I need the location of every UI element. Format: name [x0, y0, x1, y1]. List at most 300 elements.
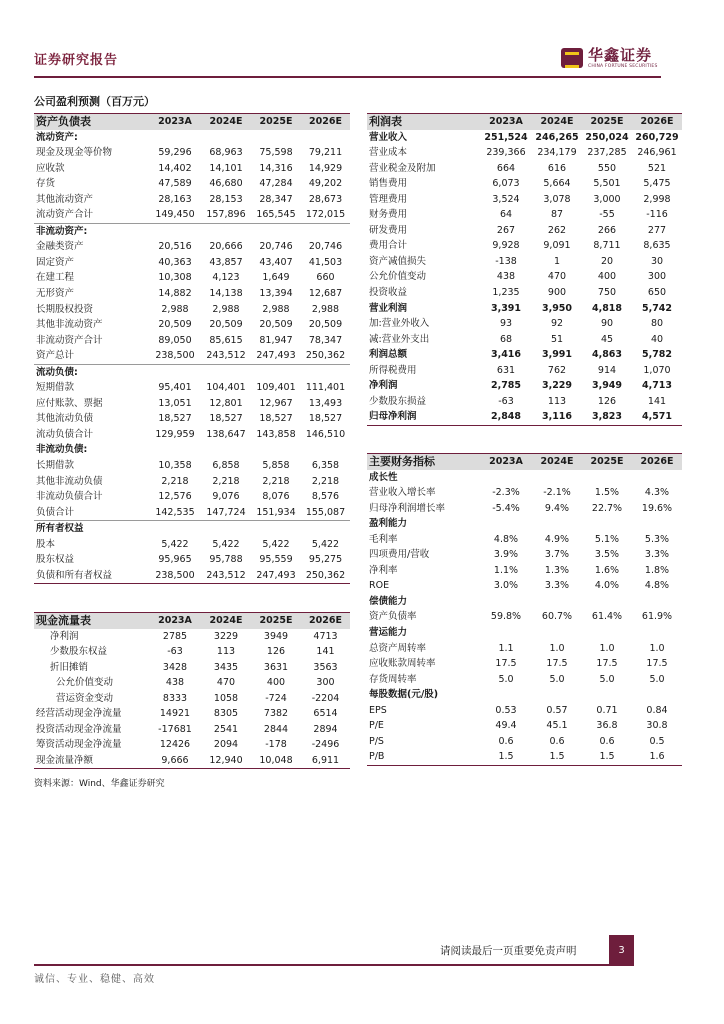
cell-value: 9,666 — [149, 753, 201, 769]
cell-value: 247,493 — [251, 568, 301, 584]
cell-value: 1.1 — [498, 642, 514, 654]
cell-value: 914 — [597, 364, 617, 376]
cell-value: 36.8 — [596, 720, 618, 732]
row-label: 长期借款 — [36, 460, 75, 472]
cell-value: 5.3% — [644, 533, 670, 545]
cell-value: 3949 — [263, 630, 289, 642]
table-row — [34, 130, 350, 146]
cell-value: 3428 — [162, 661, 188, 673]
column-header: 2023A — [149, 114, 201, 130]
row-label: 无形资产 — [36, 288, 75, 300]
cell-value: -63 — [498, 395, 514, 407]
cell-value: 14,402 — [158, 162, 192, 174]
table-row — [367, 176, 682, 192]
cell-value: 5,858 — [262, 460, 290, 472]
row-label: 金融类资产 — [36, 241, 84, 253]
table-row — [34, 521, 350, 537]
cell-value: 660 — [316, 272, 335, 284]
cell-value: 2894 — [313, 723, 338, 735]
cell-value: 900 — [547, 287, 567, 299]
cell-value: 43,857 — [209, 256, 243, 268]
cell-value: 3435 — [213, 661, 239, 673]
cell-value: 3,991 — [541, 349, 573, 361]
company-logo — [561, 44, 681, 72]
cell-value: 650 — [647, 287, 667, 299]
row-label: 其他流动负债 — [36, 413, 94, 425]
cell-value: 238,500 — [149, 568, 201, 584]
row-label: 偿债能力 — [369, 595, 408, 607]
source-note: 资料来源：Wind、华鑫证券研究 — [34, 779, 165, 789]
row-label: 营业收入增长率 — [369, 487, 436, 499]
table-row — [367, 703, 682, 719]
row-label: 负债合计 — [36, 506, 75, 518]
table-row — [367, 238, 682, 254]
cell-value: 3.0% — [493, 580, 519, 592]
table-title: 主要财务指标 — [367, 454, 480, 470]
cell-value: 68,963 — [209, 147, 243, 159]
row-label: P/E — [369, 720, 384, 732]
cell-value: 2,848 — [480, 409, 532, 425]
cell-value: 111,401 — [305, 382, 346, 394]
cell-value: 1.3% — [544, 564, 570, 576]
cell-value: 20,509 — [308, 319, 343, 331]
cell-value: 1.5 — [532, 749, 582, 765]
cell-value: 2,785 — [490, 380, 522, 392]
row-label: 股本 — [36, 538, 56, 550]
cell-value — [532, 687, 582, 703]
cell-value: 400 — [266, 677, 286, 689]
row-label: EPS — [369, 704, 387, 716]
cell-value: 664 — [496, 162, 516, 174]
cell-value: 75,598 — [259, 147, 293, 159]
table-row — [367, 547, 682, 563]
row-label: 所得税费用 — [369, 364, 417, 376]
cell-value — [251, 442, 301, 458]
cell-value: 5.1% — [594, 533, 620, 545]
cell-value: 5,475 — [643, 178, 671, 190]
row-label: 公允价值变动 — [56, 677, 114, 689]
row-label: 折旧摊销 — [50, 661, 89, 673]
row-label: 短期借款 — [36, 382, 75, 394]
cell-value: 6,911 — [301, 753, 350, 769]
cell-value: 2541 — [213, 723, 239, 735]
table-title: 资产负债表 — [34, 114, 149, 130]
cell-value — [582, 625, 632, 641]
cell-value — [480, 516, 532, 532]
cell-value: 5,742 — [641, 302, 673, 314]
cell-value: 20,509 — [259, 319, 293, 331]
row-label: 非流动负债合计 — [36, 491, 103, 503]
cell-value: 4,571 — [632, 409, 682, 425]
table-row — [367, 672, 682, 688]
row-label: 其他非流动负债 — [36, 475, 103, 487]
column-header: 2025E — [251, 613, 301, 629]
cell-value: 2,218 — [311, 475, 340, 487]
cell-value: 6,358 — [311, 460, 340, 472]
cell-value: 59,296 — [158, 147, 192, 159]
cell-value: 14,316 — [259, 162, 293, 174]
cell-value: -5.4% — [492, 502, 520, 514]
row-label: 总资产周转率 — [369, 642, 427, 654]
logo-name-en: CHINA FORTUNE SECURITIES — [588, 64, 658, 69]
cell-value: 12,576 — [158, 491, 192, 503]
cell-value: 95,788 — [209, 554, 243, 566]
cell-value: 3.3% — [544, 580, 570, 592]
page-number: 3 — [609, 935, 634, 966]
cell-value: 243,512 — [206, 350, 246, 362]
cell-value: -138 — [495, 255, 517, 267]
cell-value: 45 — [600, 333, 614, 345]
cell-value: 12,687 — [308, 288, 343, 300]
cell-value: 1.0 — [599, 642, 615, 654]
cell-value: 400 — [597, 271, 617, 283]
cell-value — [301, 223, 350, 239]
column-header: 2026E — [301, 613, 350, 629]
cell-value: 1,649 — [262, 272, 290, 284]
cell-value: 49,202 — [308, 178, 343, 190]
cell-value: 43,407 — [259, 256, 293, 268]
cell-value: 14,101 — [209, 162, 243, 174]
cell-value: 3,950 — [541, 302, 573, 314]
table-row — [34, 458, 350, 474]
row-label: 所有者权益 — [34, 521, 149, 537]
table-row — [367, 594, 682, 610]
report-type-title: 证券研究报告 — [34, 53, 119, 68]
cell-value: 151,934 — [256, 506, 296, 518]
row-label: 经营活动现金净流量 — [36, 708, 122, 720]
table-row — [367, 485, 682, 501]
row-label: 资产减值损失 — [369, 255, 427, 267]
cell-value: 8,635 — [643, 240, 671, 252]
cell-value: 5.0 — [549, 673, 565, 685]
cell-value: 92 — [550, 318, 564, 330]
cell-value: 6,073 — [492, 178, 520, 190]
column-header: 2026E — [632, 114, 682, 130]
cell-value: 262 — [547, 224, 567, 236]
cell-value: 13,493 — [308, 397, 343, 409]
cell-value: 12,967 — [259, 397, 293, 409]
cell-value: 5.0 — [649, 673, 665, 685]
cell-value: 2785 — [162, 630, 188, 642]
column-header: 2026E — [632, 454, 682, 470]
row-label: 归母净利润增长率 — [369, 502, 446, 514]
cell-value — [532, 516, 582, 532]
table-row — [367, 301, 682, 317]
table-row — [367, 501, 682, 517]
cell-value: 47,589 — [158, 178, 192, 190]
row-label: 营业成本 — [369, 147, 408, 159]
cell-value: 267 — [496, 224, 516, 236]
cell-value: 147,724 — [206, 506, 246, 518]
cell-value: 2,988 — [161, 303, 189, 315]
table-row — [34, 505, 350, 521]
table-row — [34, 161, 350, 177]
row-label: 固定资产 — [36, 256, 75, 268]
row-label: 现金流量净额 — [34, 753, 149, 769]
row-label: 存货 — [36, 178, 56, 190]
row-label: P/B — [367, 749, 480, 765]
row-label: 成长性 — [369, 471, 398, 483]
cell-value: 146,510 — [305, 428, 346, 440]
row-label: 加:营业外收入 — [369, 318, 430, 330]
column-header: 2025E — [582, 114, 632, 130]
row-label: 流动资产合计 — [36, 209, 94, 221]
cell-value: 3.9% — [493, 549, 519, 561]
cell-value: 3,524 — [492, 193, 520, 205]
cell-value — [632, 594, 682, 610]
cell-value: 9,076 — [212, 491, 240, 503]
cell-value: 47,284 — [259, 178, 293, 190]
table-row — [367, 161, 682, 177]
row-label: 营业税金及附加 — [369, 162, 436, 174]
row-label: 筹资活动现金净流量 — [36, 739, 122, 751]
cell-value: 1.5 — [582, 749, 632, 765]
row-label: 股东权益 — [36, 554, 75, 566]
row-label: 应付账款、票据 — [36, 397, 103, 409]
cell-value: 149,450 — [155, 209, 195, 221]
cell-value: 550 — [597, 162, 617, 174]
table-row — [367, 734, 682, 750]
cell-value: 250,024 — [585, 131, 629, 143]
table-row — [34, 629, 350, 645]
table-row — [34, 145, 350, 161]
cell-value — [301, 364, 350, 380]
row-label: 非流动资产: — [34, 223, 149, 239]
row-label: 负债和所有者权益 — [34, 568, 149, 584]
cell-value: 49.4 — [495, 720, 517, 732]
cell-value: 17.5 — [646, 658, 668, 670]
cell-value: 104,401 — [206, 382, 246, 394]
cell-value: -2.3% — [492, 487, 520, 499]
cell-value: 28,163 — [158, 193, 192, 205]
cell-value: 61.9% — [641, 611, 673, 623]
key-metrics-table — [367, 453, 682, 766]
row-label: 管理费用 — [369, 193, 408, 205]
cell-value: 250,362 — [305, 350, 346, 362]
cell-value — [532, 470, 582, 486]
cell-value: 51 — [550, 333, 564, 345]
cell-value — [201, 521, 251, 537]
cell-value — [251, 521, 301, 537]
table-header-row — [34, 114, 350, 130]
cell-value: 1.1% — [493, 564, 519, 576]
cell-value: 0.71 — [596, 704, 618, 716]
cell-value: 20 — [600, 255, 614, 267]
cell-value: 9.4% — [544, 502, 570, 514]
cell-value: 89,050 — [158, 334, 192, 346]
cell-value: -2496 — [311, 739, 340, 751]
cell-value — [301, 130, 350, 146]
cell-value: 14921 — [159, 708, 191, 720]
cell-value: 18,527 — [158, 413, 192, 425]
cell-value: 45.1 — [546, 720, 568, 732]
cell-value: 4.3% — [644, 487, 670, 499]
row-label: 在建工程 — [36, 272, 75, 284]
cell-value: 95,965 — [158, 554, 192, 566]
cell-value: 0.53 — [495, 704, 517, 716]
table-row — [367, 363, 682, 379]
row-label: 营运能力 — [369, 627, 408, 639]
footer-divider — [34, 964, 627, 966]
cell-value: 8,576 — [311, 491, 340, 503]
cell-value: 1.5% — [594, 487, 620, 499]
cell-value: -178 — [265, 739, 287, 751]
table-row — [367, 687, 682, 703]
cell-value: 141 — [647, 395, 667, 407]
cell-value: 155,087 — [305, 506, 346, 518]
cell-value: 3,416 — [490, 349, 522, 361]
cell-value: 0.5 — [649, 735, 665, 747]
table-row — [367, 207, 682, 223]
table-row — [34, 722, 350, 738]
column-header: 2025E — [582, 454, 632, 470]
cell-value: 113 — [547, 395, 567, 407]
table-row — [367, 269, 682, 285]
table-row — [34, 568, 350, 584]
table-row — [34, 176, 350, 192]
table-row — [34, 302, 350, 318]
cell-value: 17.5 — [495, 658, 517, 670]
cell-value: 4.8% — [644, 580, 670, 592]
cell-value: 87 — [550, 209, 564, 221]
cash-flow-table — [34, 612, 350, 769]
row-label: 流动负债合计 — [36, 428, 94, 440]
cell-value: 18,527 — [209, 413, 243, 425]
cell-value: 470 — [216, 677, 236, 689]
cell-value: 138,647 — [206, 428, 246, 440]
cell-value: 165,545 — [256, 209, 296, 221]
cell-value: 142,535 — [155, 506, 195, 518]
cell-value — [201, 364, 251, 380]
cell-value: 5,422 — [311, 538, 340, 550]
cell-value: 81,947 — [259, 334, 293, 346]
cell-value: 234,179 — [537, 147, 577, 159]
cell-value: 251,524 — [484, 131, 528, 143]
table-row — [34, 427, 350, 443]
cell-value: 20,666 — [209, 241, 243, 253]
cell-value: 1.5 — [480, 749, 532, 765]
cell-value: 59.8% — [490, 611, 522, 623]
cell-value: 3631 — [263, 661, 289, 673]
cell-value: 78,347 — [308, 334, 343, 346]
cell-value — [149, 442, 201, 458]
cell-value: 4.9% — [544, 533, 570, 545]
logo-mark-icon — [561, 48, 583, 68]
cell-value: 20,746 — [259, 241, 293, 253]
cell-value: 750 — [597, 287, 617, 299]
cell-value: 4,863 — [591, 349, 623, 361]
row-label: P/S — [369, 735, 384, 747]
row-label: 资产负债率 — [369, 611, 417, 623]
table-row — [367, 409, 682, 425]
row-label: 每股数据(元/股) — [369, 689, 439, 701]
cell-value: 85,615 — [209, 334, 243, 346]
company-motto: 诚信、专业、稳健、高效 — [34, 974, 155, 985]
column-header: 2026E — [301, 114, 350, 130]
cell-value: 126 — [266, 646, 286, 658]
row-label: 财务费用 — [369, 209, 408, 221]
cell-value: -55 — [599, 209, 615, 221]
cell-value — [301, 442, 350, 458]
table-row — [34, 270, 350, 286]
cell-value: 113 — [216, 646, 236, 658]
row-label: 流动资产: — [36, 131, 78, 143]
cell-value: 17.5 — [596, 658, 618, 670]
table-row — [367, 718, 682, 734]
row-label: 研发费用 — [369, 224, 408, 236]
cell-value: 143,858 — [256, 428, 296, 440]
row-label: 非流动负债: — [36, 444, 88, 456]
cell-value: 17.5 — [546, 658, 568, 670]
cell-value: 95,275 — [308, 554, 343, 566]
table-row — [367, 625, 682, 641]
row-label: 利润总额 — [369, 349, 408, 361]
cell-value: 41,503 — [308, 256, 343, 268]
table-row — [34, 239, 350, 255]
cell-value: 2,218 — [212, 475, 240, 487]
cell-value: 7382 — [263, 708, 289, 720]
cell-value — [480, 687, 532, 703]
cell-value — [201, 130, 251, 146]
row-label: 营业收入 — [369, 131, 408, 143]
cell-value: 1.6% — [594, 564, 620, 576]
cell-value: 4,713 — [641, 380, 673, 392]
column-header: 2024E — [201, 114, 251, 130]
cell-value: 2844 — [263, 723, 289, 735]
cell-value: 13,394 — [259, 288, 293, 300]
cell-value: 9,928 — [492, 240, 520, 252]
cell-value: 2,988 — [262, 303, 290, 315]
cell-value: 12,801 — [209, 397, 243, 409]
row-label: 非流动资产合计 — [36, 334, 103, 346]
cell-value: 4,123 — [212, 272, 240, 284]
cell-value: 247,493 — [256, 350, 296, 362]
cell-value — [149, 521, 201, 537]
cell-value: 18,527 — [259, 413, 293, 425]
row-label: 公允价值变动 — [369, 271, 427, 283]
table-row — [367, 378, 682, 394]
cell-value — [632, 687, 682, 703]
table-row — [34, 644, 350, 660]
row-label: 净利润 — [369, 380, 398, 392]
row-label: 现金及现金等价物 — [36, 147, 113, 159]
cell-value — [582, 516, 632, 532]
cell-value — [582, 470, 632, 486]
table-row — [34, 691, 350, 707]
cell-value — [480, 594, 532, 610]
cell-value: 9,091 — [543, 240, 571, 252]
cell-value: 13,051 — [158, 397, 192, 409]
disclaimer-notice: 请阅读最后一页重要免责声明 — [440, 945, 577, 957]
cell-value: 243,512 — [201, 568, 251, 584]
table-title: 现金流量表 — [34, 613, 149, 629]
table-header-row — [367, 454, 682, 470]
column-header: 2024E — [532, 114, 582, 130]
income-statement-table — [367, 113, 682, 426]
table-row — [34, 286, 350, 302]
row-label: 归母净利润 — [367, 409, 480, 425]
table-row — [367, 285, 682, 301]
cell-value: 14,882 — [158, 288, 192, 300]
table-row — [367, 223, 682, 239]
table-row — [367, 641, 682, 657]
cell-value — [632, 516, 682, 532]
row-label: 存货周转率 — [369, 673, 417, 685]
cell-value — [301, 521, 350, 537]
cell-value: 10,308 — [158, 272, 192, 284]
cell-value: 5,422 — [262, 538, 290, 550]
table-row — [367, 578, 682, 594]
